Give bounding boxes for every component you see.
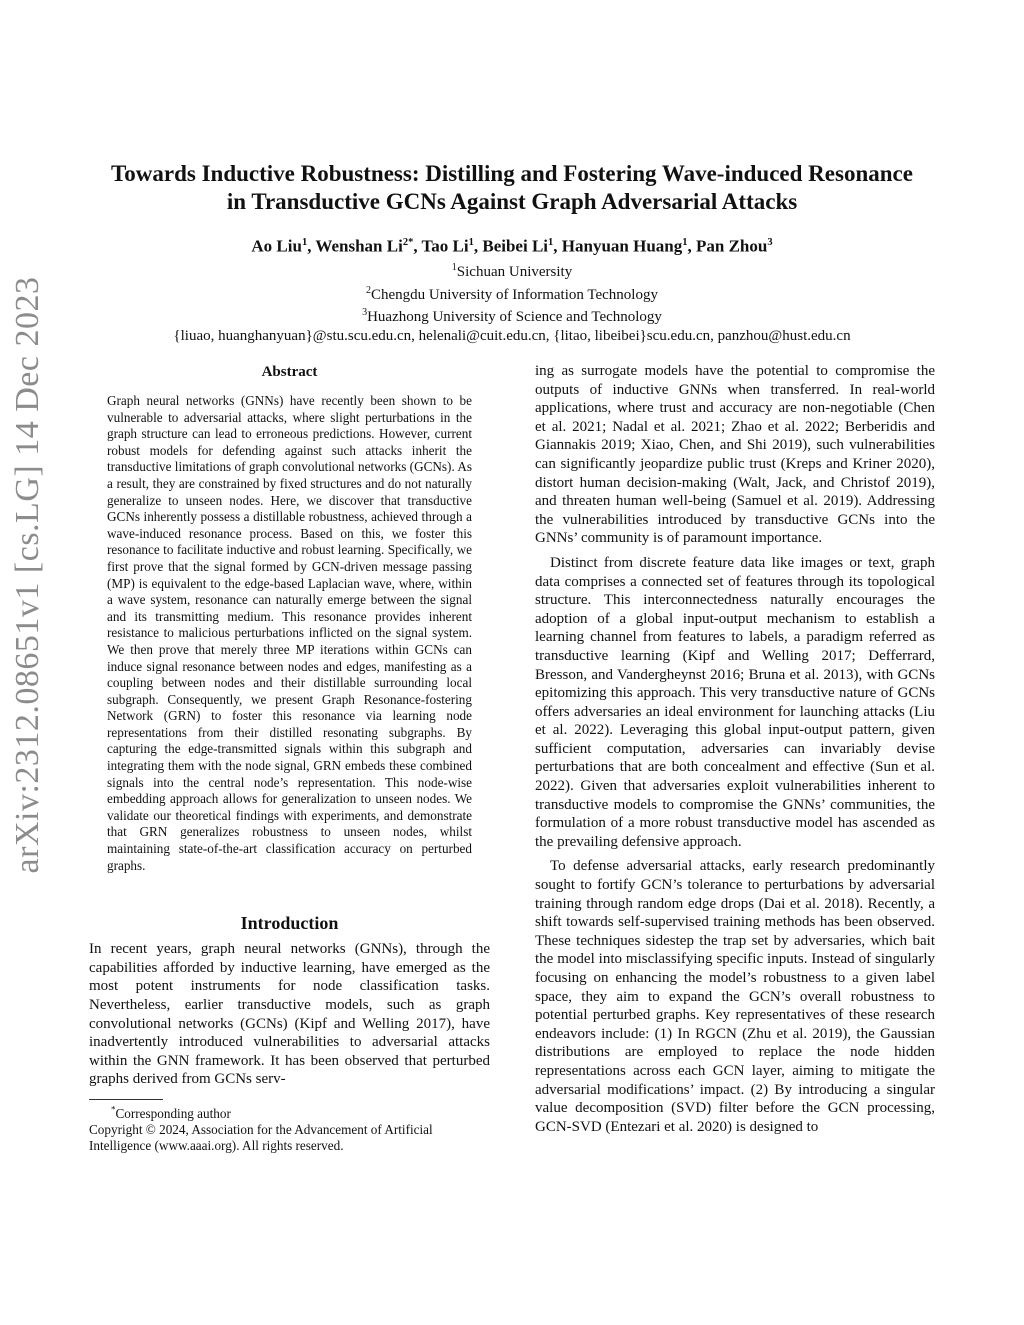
paper-title [60,160,964,216]
author-affiliation-mark: 2* [402,237,414,248]
affiliation-line [60,259,964,282]
author-name: Tao Li [421,236,469,256]
author-emails: {liuao, huanghanyuan}@stu.scu.edu.cn, helenali@cuit.edu.cn, {litao, libeibei}scu.edu.cn, panzhou@hust.edu.cn [173,327,851,344]
left-column [89,362,490,1153]
affiliations-block [60,259,964,345]
right-column [535,362,935,1136]
introduction-heading: Introduction [240,913,339,934]
body-paragraph: Distinct from discrete feature data like images or text, graph data comprises a connected set of features through its topological structure. This interconnectedness naturally encourages the adoption of a global input-output mechanism to establish a learning channel from features to labels, a paradigm referred as transductive learning (Kipf and Welling 2017; Defferrard, Bresson, and Vandergheynst 2016; Bruna et al. 2013), with GCNs epitomizing this approach. This very transductive nature of GCNs offers adversaries an ideal environment for launching attacks (Liu et al. 2022). Leveraging this global input-output pattern, given sufficient computation, adversaries can invariably devise perturbations that are both concealment and effective (Sun et al. 2022). Given that adversaries exploit vulnerabilities inherent to transductive models to compromise the GNNs’ communities, the formulation of a more robust transductive model has ascended as the prevailing defensive approach. [535,554,935,850]
arxiv-identifier-stamp [5,180,50,970]
affiliation-mark: 1 [451,262,457,273]
author-affiliation-mark: 1 [682,237,688,248]
body-paragraph: ing as surrogate models have the potential to compromise the outputs of inductive GNNs when transferred. In real-world applications, where trust and accuracy are non-negotiable (Chen et al. 2021; Nadal et al. 2021; Zhao et al. 2022; Berberidis and Giannakis 2019; Xiao, Chen, and Shi 2019), such vulnerabilities can significantly jeopardize public trust (Kreps and Kriner 2020), distort human decision-making (Walt, Jack, and Christof 2019), and threaten human well-being (Samuel et al. 2019). Addressing the vulnerabilities introduced by transductive GCNs into the GNNs’ community is of paramount importance. [535,363,935,547]
affiliation-name: Sichuan University [456,264,573,280]
author-affiliation-mark: 1 [548,237,554,248]
affiliation-line [60,282,964,305]
corresponding-author-footnote [89,1103,490,1122]
author-name: Wenshan Li [315,236,403,256]
author-name: Hanyuan Huang [561,236,683,256]
author-name: Pan Zhou [696,236,768,256]
author-affiliation-mark: 1 [468,237,474,248]
body-paragraph: To defense adversarial attacks, early research predominantly sought to fortify GCN’s tolerance to perturbations by adversarial training through random edge drops (Dai et al. 2018). Recently, a shift towards self-supervised training methods has been observed. These techniques sidestep the trap set by adversaries, which bait the model into misclassifying specific inputs. Instead of singularly focusing on enhancing the model’s robustness to a given label space, they aim to expand the GCN’s overall robustness to potential perturbed graphs. Key representatives of these research endeavors include: (1) In RGCN (Zhu et al. 2019), the Gaussian distributions are employed to replace the node hidden representations across each GCN layer, aiming to mitigate the adversarial modifications’ impact. (2) By introducing a singular value decomposition (SVD) filter before the GCN processing, GCN-SVD (Entezari et al. 2020) is designed to [535,858,935,1135]
arxiv-identifier-text: arXiv:2312.08651v1 [cs.LG] 14 Dec 2023 [8,276,46,874]
author-affiliation-mark: 3 [767,237,773,248]
affiliation-mark: 3 [362,307,368,318]
footnote-text: Corresponding author [115,1106,231,1122]
abstract-heading: Abstract [261,364,318,380]
affiliation-line [60,304,964,327]
footnote-divider [89,1099,163,1100]
affiliation-name: Huazhong University of Science and Technology [367,309,662,325]
author-affiliation-mark: 1 [301,237,308,248]
author-name: Beibei Li [482,236,549,256]
footnote-mark: * [111,1104,116,1115]
affiliation-mark: 2 [366,284,372,296]
abstract-text: Graph neural networks (GNNs) have recently been shown to be vulnerable to adversarial attacks, where slight perturbations in the graph structure can lead to erroneous predictions. However, current robust models for defending against such attacks inherit the transductive limitations of graph convolutional networks (GCNs). As a result, they are constrained by fixed structures and do not naturally generalize to unseen nodes. Here, we discover that transductive GCNs inherently possess a distillable robustness, achieved through a wave-induced resonance process. Based on this, we foster this resonance to facilitate inductive and robust learning. Specifically, we first prove that the signal formed by GCN-driven message passing (MP) is equivalent to the edge-based Laplacian wave, where, within a wave system, resonance can naturally emerge between the signal and its transmitting medium. This resonance provides inherent resistance to malicious perturbations inflicted on the signal system. We then prove that merely three MP iterations within GCNs can induce signal resonance between nodes and edges, manifesting as a coupling between nodes and their distillable surrounding local subgraph. Consequently, we present Graph Resonance-fostering Network (GRN) to foster this resonance via learning node representations from their distilled resonating subgraphs. By capturing the edge-transmitted signals within this subgraph and integrating them with the node signal, GRN embeds these combined signals into the central node’s representation. This node-wise embedding approach allows for generalization to unseen nodes. We validate our theoretical findings with experiments, and demonstrate that GRN generalizes robustness to unseen nodes, whilst maintaining state-of-the-art classification accuracy on perturbed graphs. [107,393,472,873]
copyright-notice: Copyright © 2024, Association for the Advancement of Artificial Intelligence (www.aaai.org). All rights reserved. [89,1121,433,1153]
abstract-section [107,362,472,874]
introduction-paragraph: In recent years, graph neural networks (GNNs), through the capabilities afforded by inductive learning, have emerged as the most potent instruments for node classification tasks. Nevertheless, earlier transductive models, such as graph convolutional networks (GCNs) (Kipf and Welling 2017), have inadvertently introduced vulnerabilities to adversarial attacks within the GNN framework. It has been observed that perturbed graphs derived from GCNs serv- [89,941,490,1088]
paper-title-line-2: in Transductive GCNs Against Graph Adversarial Attacks [226,189,798,214]
paper-title-line-1: Towards Inductive Robustness: Distilling and Fostering Wave-induced Resonance [111,161,913,186]
author-name: Ao Liu [251,236,302,256]
affiliation-name: Chengdu University of Information Technology [371,286,658,303]
author-list: Ao Liu$^1$, Wenshan $Li^{2*}$, Tao Li$^1$, Beibei Li$^1$, Hanyuan Huang$^1$, Pan Zhou$^3$ [251,236,773,256]
